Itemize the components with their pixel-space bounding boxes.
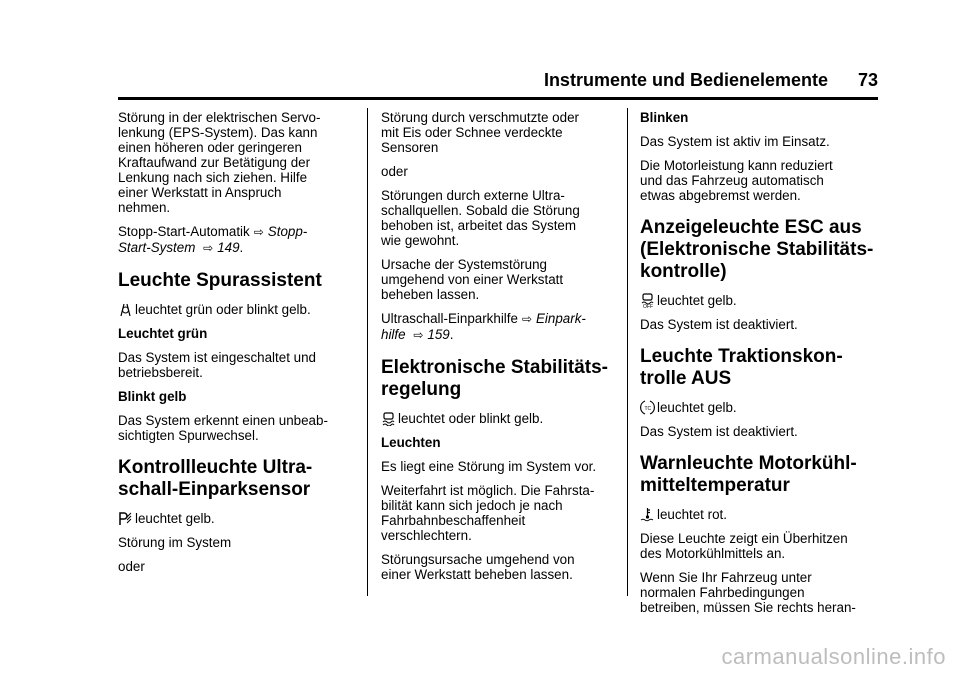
reference-arrow-icon: ⇨: [203, 241, 214, 255]
paragraph: Das System erkennt einen unbeab- sichtigten Spurwechsel.: [118, 413, 328, 443]
section-heading: Leuchte Spurassistent: [118, 270, 322, 291]
reference-arrow-icon: ⇨: [413, 328, 424, 342]
watermark: carmanualsonline.info: [721, 644, 946, 669]
reference-arrow-icon: ⇨: [253, 225, 264, 239]
cross-reference-paragraph: Stopp-Start-Automatik ⇨ Stopp- Start-System ⇨ 149.: [118, 224, 308, 255]
icon-text: leuchtet gelb.: [135, 511, 215, 526]
column-1: [118, 110, 354, 583]
lane-assist-icon: [118, 302, 133, 317]
ref-page[interactable]: 159: [427, 327, 450, 342]
subheading: Blinken: [640, 110, 689, 125]
svg-text:OFF: OFF: [643, 304, 653, 308]
paragraph: Störung durch verschmutzte oder mit Eis oder Schnee verdeckte Sensoren: [381, 110, 579, 155]
paragraph: Störung in der elektrischen Servo- lenkung (EPS-System). Das kann einen höheren oder geringeren Kraftaufwand zur Betätigung der Lenkung nach sich ziehen. Hilfe einer Werkstatt in Anspruch nehmen.: [118, 110, 321, 215]
paragraph: Störung im System: [118, 535, 232, 550]
reference-arrow-icon: ⇨: [521, 312, 532, 326]
page-number: 73: [857, 70, 878, 90]
icon-text: leuchtet oder blinkt gelb.: [398, 411, 544, 426]
icon-text: leuchtet gelb.: [657, 400, 737, 415]
section-heading: Elektronische Stabilitäts- regelung: [381, 357, 609, 400]
ref-label: Stopp-Start-Automatik: [118, 224, 250, 239]
icon-text: leuchtet rot.: [657, 507, 727, 522]
icon-text: leuchtet grün oder blinkt gelb.: [135, 302, 311, 317]
icon-line: [640, 507, 876, 522]
paragraph: oder: [381, 164, 408, 179]
icon-line: [118, 302, 354, 317]
icon-text: leuchtet gelb.: [657, 293, 737, 308]
svg-text:TC: TC: [644, 406, 652, 412]
paragraph: Störungen durch externe Ultra- schallquellen. Sobald die Störung behoben ist, arbeitet das System wie gewohnt.: [381, 188, 580, 248]
paragraph: Weiterfahrt ist möglich. Die Fahrsta- bilität kann sich jedoch je nach Fahrbahnbeschaffenheit verschlechtern.: [381, 483, 595, 543]
coolant-temperature-icon: [640, 507, 655, 522]
ref-link[interactable]: Einpark- hilfe: [381, 311, 586, 342]
paragraph: Es liegt eine Störung im System vor.: [381, 459, 597, 474]
stability-control-icon: [381, 411, 396, 426]
subheading: Blinkt gelb: [118, 389, 187, 404]
section-heading: Anzeigeleuchte ESC aus (Elektronische Stabilitäts- kontrolle): [640, 217, 874, 282]
icon-line: [640, 293, 876, 308]
column-2: [381, 110, 617, 591]
section-heading: Leuchte Traktionskon- trolle AUS: [640, 346, 843, 389]
icon-line: [640, 400, 876, 415]
paragraph: oder: [118, 559, 145, 574]
section-heading: Kontrollleuchte Ultra- schall-Einparksensor: [118, 457, 313, 500]
paragraph: Das System ist aktiv im Einsatz.: [640, 134, 830, 149]
paragraph: Das System ist deaktiviert.: [640, 317, 798, 332]
column-3: [640, 110, 876, 624]
esc-off-icon: [640, 293, 655, 308]
paragraph: Ursache der Systemstörung umgehend von einer Werkstatt beheben lassen.: [381, 257, 564, 302]
paragraph: Wenn Sie Ihr Fahrzeug unter normalen Fahrbedingungen betreiben, müssen Sie rechts heran-: [640, 570, 856, 615]
paragraph: Diese Leuchte zeigt ein Überhitzen des Motorkühlmittels an.: [640, 531, 848, 561]
parking-sensor-icon: [118, 511, 133, 526]
paragraph: Das System ist eingeschaltet und betriebsbereit.: [118, 350, 316, 380]
subheading: Leuchten: [381, 435, 441, 450]
page-header: [118, 70, 878, 98]
section-heading: Warnleuchte Motorkühl- mitteltemperatur: [640, 453, 857, 496]
ref-page[interactable]: 149: [217, 240, 240, 255]
header-rule: [118, 97, 878, 100]
column-divider: [367, 108, 368, 596]
ref-link[interactable]: Stopp- Start-System: [118, 224, 308, 255]
icon-line: [381, 411, 617, 426]
ref-label: Ultraschall-Einparkhilfe: [381, 311, 518, 326]
icon-line: [118, 511, 354, 526]
paragraph: Die Motorleistung kann reduziert und das Fahrzeug automatisch etwas abgebremst werden.: [640, 158, 833, 203]
column-divider: [627, 108, 628, 596]
traction-control-off-icon: [640, 400, 655, 415]
paragraph: Das System ist deaktiviert.: [640, 424, 798, 439]
paragraph: Störungsursache umgehend von einer Werkstatt beheben lassen.: [381, 552, 575, 582]
header-title: Instrumente und Bedienelemente: [543, 70, 828, 90]
subheading: Leuchtet grün: [118, 326, 208, 341]
cross-reference-paragraph: Ultraschall-Einparkhilfe ⇨ Einpark- hilfe ⇨ 159.: [381, 311, 586, 342]
